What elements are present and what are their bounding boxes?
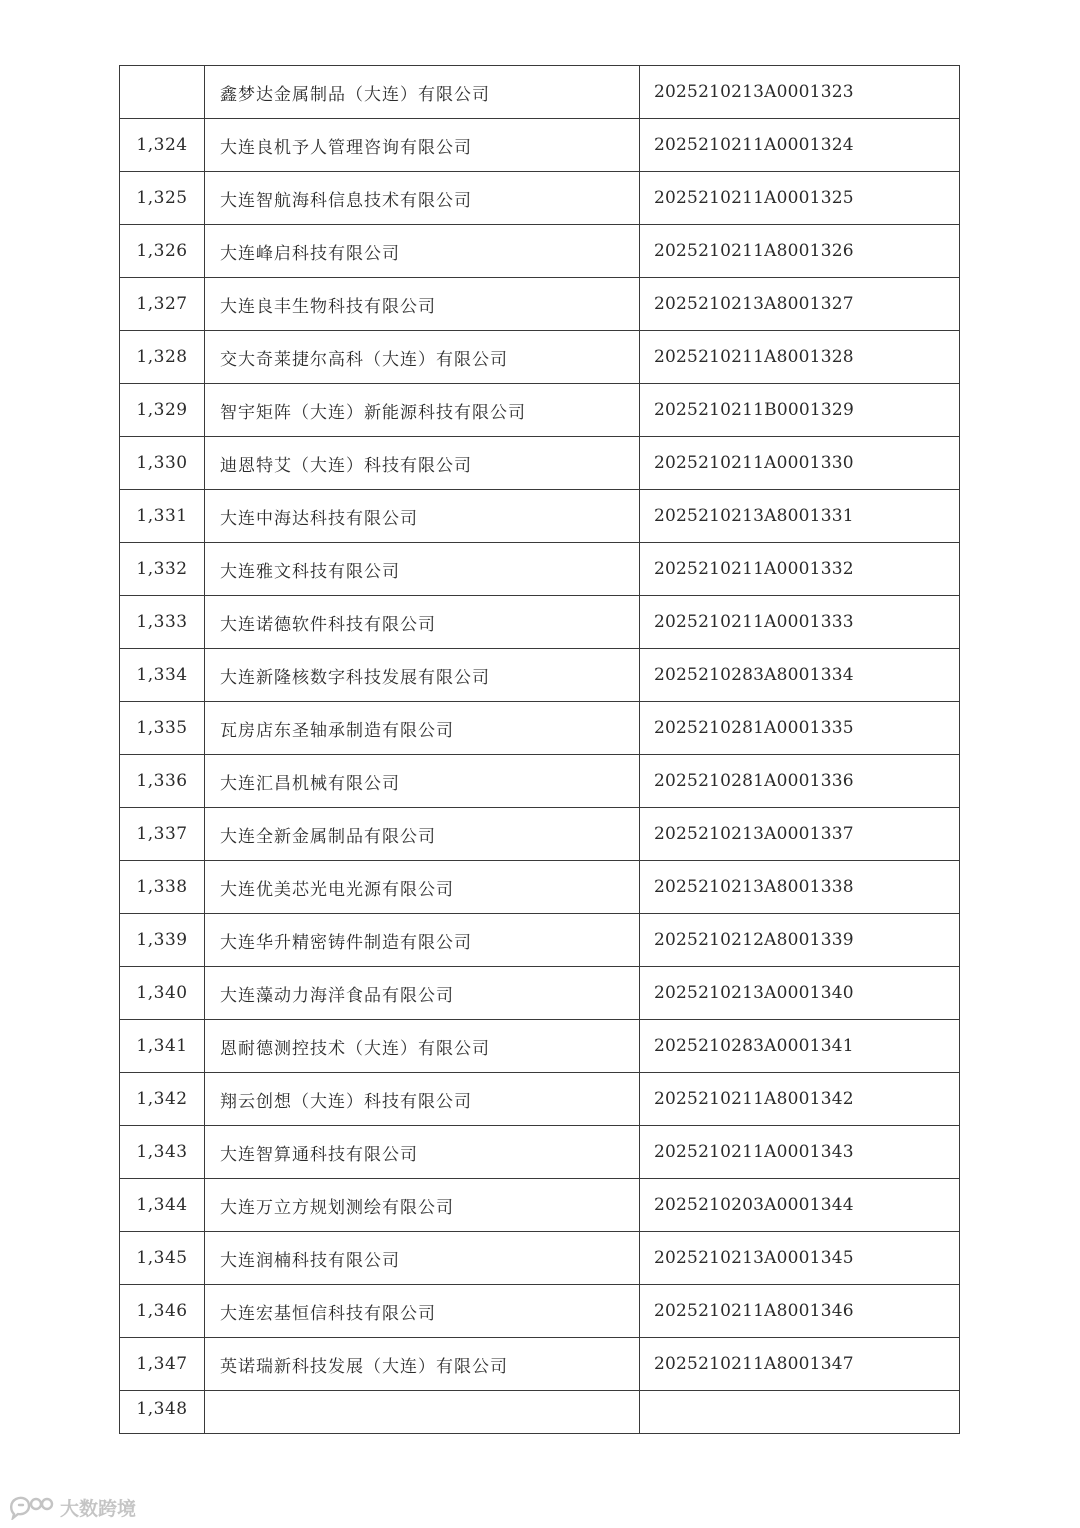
registration-code-cell: 2025210211A8001328 [640,331,960,384]
company-name-cell: 大连雅文科技有限公司 [205,543,640,596]
registration-code-cell: 2025210211A0001333 [640,596,960,649]
table-row [120,384,960,437]
table-row [120,1020,960,1073]
row-number-cell: 1,324 [120,119,205,172]
row-number-cell: 1,338 [120,861,205,914]
company-name-cell: 迪恩特艾（大连）科技有限公司 [205,437,640,490]
row-number-cell: 1,334 [120,649,205,702]
registration-code-cell: 2025210211A0001324 [640,119,960,172]
registration-code-cell: 2025210211A8001347 [640,1338,960,1391]
table-row [120,1285,960,1338]
registration-code-cell: 2025210213A0001340 [640,967,960,1020]
table-row [120,808,960,861]
table-row [120,543,960,596]
table-row [120,1073,960,1126]
table-body [120,66,960,1434]
registration-code-cell: 2025210211A0001330 [640,437,960,490]
company-name-cell [205,1391,640,1434]
registration-code-cell: 2025210281A0001335 [640,702,960,755]
row-number-cell [120,66,205,119]
table-row [120,1338,960,1391]
table-row [120,225,960,278]
table-row [120,66,960,119]
row-number-cell: 1,342 [120,1073,205,1126]
row-number-cell: 1,327 [120,278,205,331]
company-name-cell: 英诺瑞新科技发展（大连）有限公司 [205,1338,640,1391]
row-number-cell: 1,326 [120,225,205,278]
company-name-cell: 大连中海达科技有限公司 [205,490,640,543]
registration-code-cell: 2025210203A0001344 [640,1179,960,1232]
row-number-cell: 1,337 [120,808,205,861]
company-name-cell: 大连峰启科技有限公司 [205,225,640,278]
row-number-cell: 1,347 [120,1338,205,1391]
company-name-cell: 大连宏基恒信科技有限公司 [205,1285,640,1338]
table-row [120,490,960,543]
table-row [120,437,960,490]
registration-code-cell: 2025210213A0001323 [640,66,960,119]
table-row [120,914,960,967]
table-row [120,649,960,702]
registration-code-cell: 2025210211A8001342 [640,1073,960,1126]
row-number-cell: 1,328 [120,331,205,384]
table-row [120,861,960,914]
company-name-cell: 大连藻动力海洋食品有限公司 [205,967,640,1020]
row-number-cell: 1,348 [120,1391,205,1434]
row-number-cell: 1,341 [120,1020,205,1073]
company-name-cell: 大连智航海科信息技术有限公司 [205,172,640,225]
company-registry-table [119,65,960,1434]
company-name-cell: 交大奇莱捷尔高科（大连）有限公司 [205,331,640,384]
table-row [120,1232,960,1285]
registration-code-cell [640,1391,960,1434]
row-number-cell: 1,340 [120,967,205,1020]
row-number-cell: 1,343 [120,1126,205,1179]
row-number-cell: 1,345 [120,1232,205,1285]
registration-code-cell: 2025210212A8001339 [640,914,960,967]
registration-code-cell: 2025210283A0001341 [640,1020,960,1073]
table-row [120,331,960,384]
company-name-cell: 鑫梦达金属制品（大连）有限公司 [205,66,640,119]
company-name-cell: 大连全新金属制品有限公司 [205,808,640,861]
company-name-cell: 大连诺德软件科技有限公司 [205,596,640,649]
registration-code-cell: 2025210211A0001332 [640,543,960,596]
company-name-cell: 智宇矩阵（大连）新能源科技有限公司 [205,384,640,437]
row-number-cell: 1,344 [120,1179,205,1232]
company-name-cell: 大连良机予人管理咨询有限公司 [205,119,640,172]
company-name-cell: 瓦房店东圣轴承制造有限公司 [205,702,640,755]
company-name-cell: 大连华升精密铸件制造有限公司 [205,914,640,967]
table-row [120,278,960,331]
table-row [120,1391,960,1434]
table-row [120,596,960,649]
registration-code-cell: 2025210211B0001329 [640,384,960,437]
watermark-text: 大数跨境 [60,1497,137,1520]
registration-code-cell: 2025210213A0001337 [640,808,960,861]
company-name-cell: 大连新隆核数字科技发展有限公司 [205,649,640,702]
registration-code-cell: 2025210213A8001331 [640,490,960,543]
registration-code-cell: 2025210281A0001336 [640,755,960,808]
registration-code-cell: 2025210213A8001327 [640,278,960,331]
row-number-cell: 1,335 [120,702,205,755]
registration-code-cell: 2025210211A0001325 [640,172,960,225]
company-name-cell: 大连润楠科技有限公司 [205,1232,640,1285]
company-name-cell: 翔云创想（大连）科技有限公司 [205,1073,640,1126]
row-number-cell: 1,325 [120,172,205,225]
table-row [120,172,960,225]
row-number-cell: 1,339 [120,914,205,967]
table-row [120,1179,960,1232]
row-number-cell: 1,336 [120,755,205,808]
row-number-cell: 1,332 [120,543,205,596]
registration-code-cell: 2025210211A0001343 [640,1126,960,1179]
company-name-cell: 大连万立方规划测绘有限公司 [205,1179,640,1232]
row-number-cell: 1,333 [120,596,205,649]
registration-code-cell: 2025210283A8001334 [640,649,960,702]
table-row [120,1126,960,1179]
table-row [120,702,960,755]
watermark [8,1492,136,1522]
company-name-cell: 大连智算通科技有限公司 [205,1126,640,1179]
company-name-cell: 恩耐德测控技术（大连）有限公司 [205,1020,640,1073]
table-row [120,755,960,808]
company-name-cell: 大连良丰生物科技有限公司 [205,278,640,331]
chat-bubble-logo-icon [8,1494,54,1520]
table-row [120,119,960,172]
row-number-cell: 1,346 [120,1285,205,1338]
registration-code-cell: 2025210213A8001338 [640,861,960,914]
row-number-cell: 1,330 [120,437,205,490]
registration-code-cell: 2025210211A8001346 [640,1285,960,1338]
table-row [120,967,960,1020]
company-name-cell: 大连汇昌机械有限公司 [205,755,640,808]
registration-code-cell: 2025210213A0001345 [640,1232,960,1285]
row-number-cell: 1,331 [120,490,205,543]
registration-code-cell: 2025210211A8001326 [640,225,960,278]
company-name-cell: 大连优美芯光电光源有限公司 [205,861,640,914]
row-number-cell: 1,329 [120,384,205,437]
